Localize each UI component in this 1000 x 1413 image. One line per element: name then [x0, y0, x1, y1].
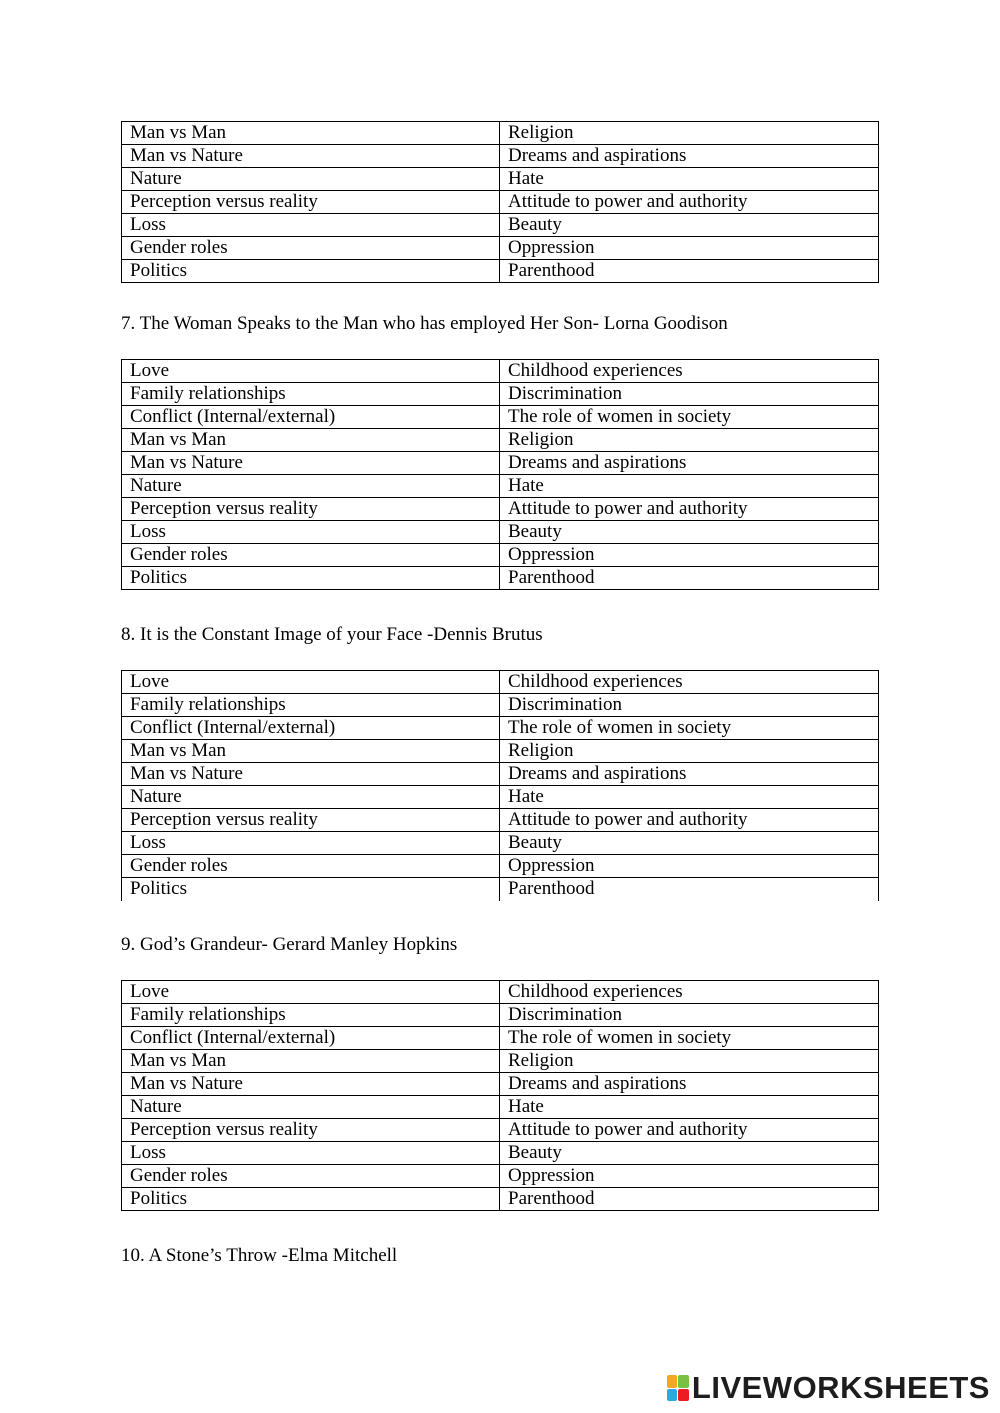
themes-table-7 [121, 359, 879, 590]
theme-cell-right: The role of women in society [500, 406, 879, 429]
theme-cell-right: Dreams and aspirations [500, 763, 879, 786]
theme-cell-left: Loss [122, 832, 500, 855]
theme-cell-right: Parenthood [500, 567, 879, 590]
table-row [122, 544, 879, 567]
theme-cell-right: Childhood experiences [500, 671, 879, 694]
themes-table-8 [121, 670, 879, 901]
theme-cell-right: Religion [500, 429, 879, 452]
table-row [122, 475, 879, 498]
theme-cell-left: Love [122, 981, 500, 1004]
theme-cell-right: Beauty [500, 1142, 879, 1165]
theme-cell-right: Oppression [500, 855, 879, 878]
theme-cell-left: Perception versus reality [122, 191, 500, 214]
poem-heading-10: 10. A Stone’s Throw -Elma Mitchell [121, 1245, 398, 1266]
table-row [122, 832, 879, 855]
theme-cell-left: Family relationships [122, 694, 500, 717]
theme-cell-left: Loss [122, 521, 500, 544]
theme-cell-right: Hate [500, 475, 879, 498]
table-row [122, 521, 879, 544]
theme-cell-left: Man vs Nature [122, 763, 500, 786]
theme-cell-left: Man vs Nature [122, 1073, 500, 1096]
theme-cell-right: Discrimination [500, 383, 879, 406]
table-row [122, 260, 879, 283]
table-row [122, 191, 879, 214]
table-row [122, 1096, 879, 1119]
theme-cell-left: Perception versus reality [122, 1119, 500, 1142]
theme-cell-left: Gender roles [122, 1165, 500, 1188]
theme-cell-right: Discrimination [500, 694, 879, 717]
table-row [122, 694, 879, 717]
table-row [122, 383, 879, 406]
liveworksheets-logo-icon [667, 1375, 689, 1401]
theme-cell-left: Love [122, 360, 500, 383]
theme-cell-left: Nature [122, 1096, 500, 1119]
theme-cell-left: Politics [122, 878, 500, 901]
table-row [122, 878, 879, 901]
theme-cell-right: Religion [500, 740, 879, 763]
poem-heading-7: 7. The Woman Speaks to the Man who has employed Her Son- Lorna Goodison [121, 313, 728, 334]
table-row [122, 763, 879, 786]
theme-cell-right: Beauty [500, 214, 879, 237]
theme-cell-left: Nature [122, 475, 500, 498]
table-row [122, 567, 879, 590]
theme-cell-right: Beauty [500, 832, 879, 855]
theme-cell-left: Conflict (Internal/external) [122, 406, 500, 429]
theme-cell-left: Love [122, 671, 500, 694]
table-row [122, 1050, 879, 1073]
table-row [122, 740, 879, 763]
theme-cell-right: Childhood experiences [500, 360, 879, 383]
theme-cell-right: Parenthood [500, 1188, 879, 1211]
theme-cell-left: Man vs Man [122, 122, 500, 145]
theme-cell-left: Loss [122, 214, 500, 237]
table-row [122, 717, 879, 740]
theme-cell-left: Perception versus reality [122, 498, 500, 521]
table-row [122, 1027, 879, 1050]
theme-cell-right: Oppression [500, 1165, 879, 1188]
table-row [122, 406, 879, 429]
theme-cell-left: Man vs Nature [122, 452, 500, 475]
theme-cell-left: Nature [122, 168, 500, 191]
theme-cell-right: Oppression [500, 544, 879, 567]
table-row [122, 1165, 879, 1188]
theme-cell-left: Gender roles [122, 237, 500, 260]
theme-cell-right: Dreams and aspirations [500, 1073, 879, 1096]
theme-cell-left: Gender roles [122, 855, 500, 878]
theme-cell-right: Parenthood [500, 260, 879, 283]
logo-square-2 [678, 1375, 689, 1388]
theme-cell-left: Family relationships [122, 383, 500, 406]
theme-cell-right: Attitude to power and authority [500, 191, 879, 214]
theme-cell-right: The role of women in society [500, 1027, 879, 1050]
theme-cell-right: Hate [500, 786, 879, 809]
theme-cell-right: Childhood experiences [500, 981, 879, 1004]
table-row [122, 809, 879, 832]
theme-cell-left: Perception versus reality [122, 809, 500, 832]
theme-cell-right: Oppression [500, 237, 879, 260]
table-row [122, 429, 879, 452]
theme-cell-left: Man vs Man [122, 740, 500, 763]
logo-square-4 [678, 1389, 689, 1402]
theme-cell-left: Man vs Man [122, 429, 500, 452]
table-row [122, 237, 879, 260]
theme-cell-right: Beauty [500, 521, 879, 544]
table-row [122, 1073, 879, 1096]
theme-cell-left: Nature [122, 786, 500, 809]
theme-cell-right: Hate [500, 1096, 879, 1119]
theme-cell-left: Man vs Nature [122, 145, 500, 168]
theme-cell-left: Conflict (Internal/external) [122, 717, 500, 740]
themes-table-9 [121, 980, 879, 1211]
theme-cell-left: Man vs Man [122, 1050, 500, 1073]
theme-cell-right: Attitude to power and authority [500, 809, 879, 832]
theme-cell-right: Religion [500, 122, 879, 145]
table-row [122, 498, 879, 521]
table-row [122, 1188, 879, 1211]
logo-square-3 [667, 1389, 678, 1402]
poem-heading-9: 9. God’s Grandeur- Gerard Manley Hopkins [121, 934, 458, 955]
theme-cell-left: Politics [122, 567, 500, 590]
poem-heading-8: 8. It is the Constant Image of your Face -Dennis Brutus [121, 624, 543, 645]
table-row [122, 145, 879, 168]
table-row [122, 855, 879, 878]
theme-cell-right: Attitude to power and authority [500, 498, 879, 521]
table-row [122, 1004, 879, 1027]
table-row [122, 1142, 879, 1165]
table-row [122, 452, 879, 475]
theme-cell-right: Parenthood [500, 878, 879, 901]
theme-cell-right: Hate [500, 168, 879, 191]
logo-square-1 [667, 1375, 678, 1388]
theme-cell-right: The role of women in society [500, 717, 879, 740]
table-row [122, 168, 879, 191]
table-row [122, 786, 879, 809]
theme-cell-right: Dreams and aspirations [500, 145, 879, 168]
table-row [122, 122, 879, 145]
liveworksheets-logo [667, 1371, 990, 1405]
theme-cell-left: Loss [122, 1142, 500, 1165]
theme-cell-left: Gender roles [122, 544, 500, 567]
table-row [122, 981, 879, 1004]
theme-cell-left: Politics [122, 260, 500, 283]
theme-cell-left: Politics [122, 1188, 500, 1211]
table-row [122, 1119, 879, 1142]
table-row [122, 671, 879, 694]
table-row [122, 214, 879, 237]
logo-text: LIVEWORKSHEETS [691, 1370, 990, 1405]
theme-cell-left: Conflict (Internal/external) [122, 1027, 500, 1050]
theme-cell-right: Dreams and aspirations [500, 452, 879, 475]
theme-cell-right: Attitude to power and authority [500, 1119, 879, 1142]
theme-cell-right: Discrimination [500, 1004, 879, 1027]
theme-cell-left: Family relationships [122, 1004, 500, 1027]
table-row [122, 360, 879, 383]
theme-cell-right: Religion [500, 1050, 879, 1073]
themes-table-6 [121, 121, 879, 283]
